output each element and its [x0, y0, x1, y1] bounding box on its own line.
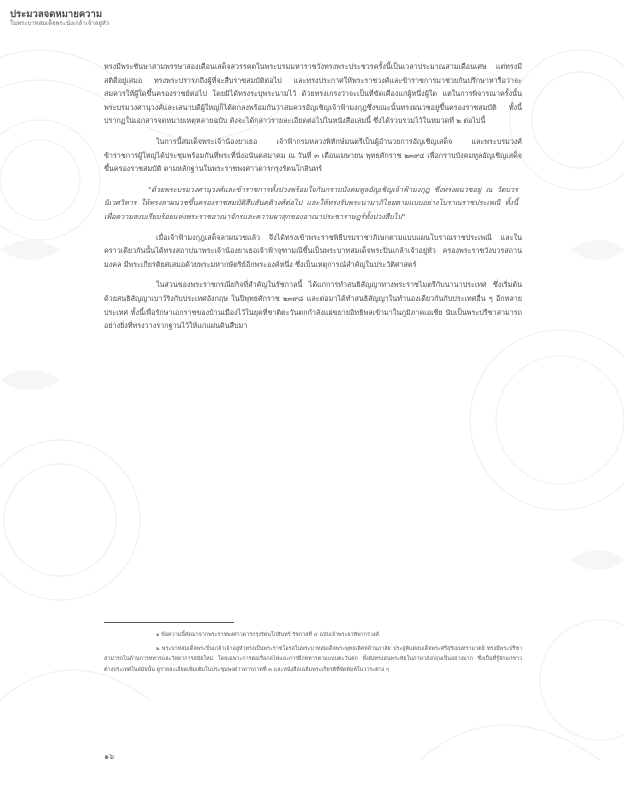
- header-title: ประมวลจดหมายความ: [10, 9, 103, 20]
- footnote-1: ๑ ข้อความนี้คัดมาจากพระราชพงศาวดารกรุงรัตนโกสินทร์ รัชกาลที่ ๔ ฉบับเจ้าพระยาทิพากรวงศ์: [156, 632, 379, 638]
- footnote-divider: [104, 622, 234, 623]
- paragraph-2: ในการนี้สมเด็จพระเจ้าน้องยาเธอ เจ้าฟ้ากรมหลวงพิทักษ์มนตรีเป็นผู้อำนวยการอัญเชิญเสด็จ และพระบรมวงศ์ข้าราชการผู้ใหญ่ได้ประชุมพร้อมกันที่พระที่นั่งอนันตสมาคม ณ วันที่ ๓ เดือนเมษายน พุทธศักราช ๒๓๙๔ เพื่อกราบบังคมทูลอัญเชิญเสด็จขึ้นครองราชสมบัติ ตามหลักฐานในพระราชพงศาวดารกรุงรัตนโกสินทร์: [104, 136, 522, 174]
- footnote-2: ๒ พระบาทสมเด็จพระปิ่นเกล้าเจ้าอยู่หัวทรงเป็นพระราชโอรสในพระบาทสมเด็จพระพุทธเลิศหล้านภาลัย ประสูติแต่สมเด็จพระศรีสุริเยนทรามาตย์ ทรงมีพระปรีชาสามารถในด้านการทหารและวิทยาการสมัยใหม่ โดยเฉพาะการต่อเรือกลไฟและการฝึกทหารตามแบบตะวันตก ทั้งยังทรงสนพระทัยในภาษาอังกฤษเป็นอย่างมาก ซึ่งเป็นที่รู้จักแก่ชาวต่างประเทศในสมัยนั้น ดูรายละเอียดเพิ่มเติมในประชุมพงศาวดารภาคที่ ๓ และหนังสือเฉลิมพระเกียรติที่จัดพิมพ์ในวาระต่าง ๆ: [104, 645, 522, 673]
- main-text: [104, 60, 522, 333]
- paragraph-1: ทรงมีพระชันษาสามพรรษาสองเดือนเสด็จสวรรคตในพระบรมมหาราชวังทรงพระประชวรครั้งนี้เป็นเวลาประมาณสามเดือนเศษ แต่ทรงมีสติดีอยู่เสมอ ทรงพระปรารภถึงผู้ที่จะสืบราชสมบัติต่อไป และทรงประกาศให้พระราชวงศ์และข้าราชการมาช่วยกันปรึกษาหารือว่าจะสมควรให้ผู้ใดขึ้นครองราชย์ต่อไป โดยมิได้ทรงระบุพระนามไว้ ด้วยทรงเกรงว่าจะเป็นที่ขัดเคืองแก่ผู้หนึ่งผู้ใด แต่ในการพิจารณาครั้งนั้นพระบรมวงศานุวงศ์และเสนาบดีผู้ใหญ่ก็ได้ตกลงพร้อมกันว่าสมควรอัญเชิญเจ้าฟ้ามงกุฎซึ่งขณะนั้นทรงผนวชอยู่ขึ้นครองราชสมบัติ ทั้งนี้ปรากฏในเอกสารจดหมายเหตุหลายฉบับ ดังจะได้กล่าวรายละเอียดต่อไปในหนังสือเล่มนี้ ซึ่งได้รวบรวมไว้ในหมวดที่ ๒ ต่อไปนี้: [104, 62, 522, 126]
- footnotes: [104, 630, 522, 678]
- running-header: [10, 10, 109, 28]
- header-subtitle: ในพระบาทสมเด็จพระนั่งเกล้าเจ้าอยู่หัว: [10, 19, 110, 27]
- quoted-passage: "ด้วยพระบรมวงศานุวงศ์และข้าราชการทั้งปวงพร้อมใจกันกราบบังคมทูลอัญเชิญเจ้าฟ้ามงกุฎ ซึ่งทรงผนวชอยู่ ณ วัดบวรนิเวศวิหาร ให้ทรงลาผนวชขึ้นครองราชสมบัติสืบสันตติวงศ์ต่อไป และให้ทรงรับพระนามาภิไธยตามแบบอย่างโบราณราชประเพณี ทั้งนี้เพื่อความสงบเรียบร้อยแห่งพระราชอาณาจักรและความผาสุกของอาณาประชาราษฎร์ทั้งปวงสืบไป": [104, 184, 518, 221]
- page-number: ๑๖: [104, 752, 115, 761]
- paragraph-4: เมื่อเจ้าฟ้ามงกุฎเสด็จลาผนวชแล้ว จึงได้ทรงเข้าพระราชพิธีบรมราชาภิเษกตามแบบแผนโบราณราชประเพณี และในคราวเดียวกันนั้นได้ทรงสถาปนาพระเจ้าน้องยาเธอเจ้าฟ้าจุฑามณีขึ้นเป็นพระบาทสมเด็จพระปิ่นเกล้าเจ้าอยู่หัว ครองพระราชวังบวรสถานมงคล มีพระเกียรติยศเสมอด้วยพระมหากษัตริย์อีกพระองค์หนึ่ง ซึ่งเป็นเหตุการณ์สำคัญในประวัติศาสตร์: [104, 232, 522, 269]
- paragraph-5: ในส่วนของพระราชกรณียกิจที่สำคัญในรัชกาลนี้ ได้แก่การทำสนธิสัญญาทางพระราชไมตรีกับนานาประเทศ ซึ่งเริ่มต้นด้วยสนธิสัญญาเบาว์ริงกับประเทศอังกฤษ ในปีพุทธศักราช ๒๓๙๘ และต่อมาได้ทำสนธิสัญญาในทำนองเดียวกันกับประเทศอื่น ๆ อีกหลายประเทศ ทั้งนี้เพื่อรักษาเอกราชของบ้านเมืองไว้ในยุคที่ชาติตะวันตกกำลังแผ่ขยายอิทธิพลเข้ามาในภูมิภาคเอเชีย นับเป็นพระปรีชาสามารถอย่างยิ่งที่ทรงวางรากฐานไว้ให้แก่แผ่นดินสืบมา: [104, 280, 522, 331]
